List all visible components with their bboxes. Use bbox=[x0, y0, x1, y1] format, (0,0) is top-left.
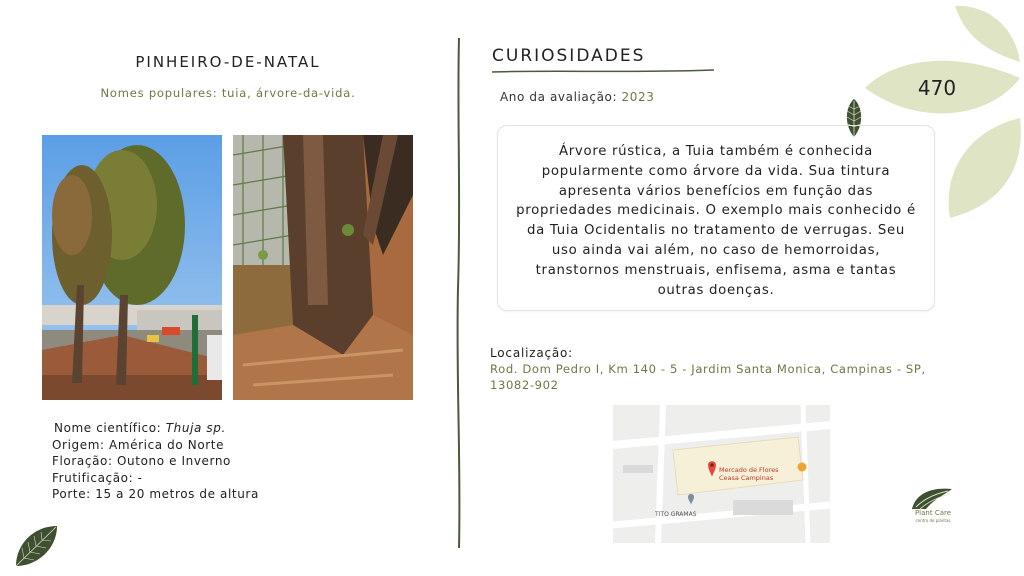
evaluation-year-value: 2023 bbox=[621, 90, 655, 104]
tree-photo bbox=[42, 135, 222, 400]
popular-names bbox=[60, 86, 396, 100]
map-place-label: Mercado de Flores Ceasa Campinas bbox=[719, 466, 779, 482]
restaurant-marker-icon bbox=[798, 463, 807, 472]
curiosities-box bbox=[497, 125, 935, 311]
plant-care-logo-text bbox=[898, 510, 968, 524]
plant-facts bbox=[52, 420, 259, 503]
curiosities-text: Árvore rústica, a Tuia também é conhecida popularmente como árvore da vida. Sua tintura apresenta vários benefícios em função das propriedades medicinais. O exemplo mais conhecido é da Tuia Ocidentalis no tratamento de verrugas. Seu uso ainda vai além, no caso de hemorroidas, transtornos menstruais, enfisema, asma e tantas outras doenças. bbox=[516, 144, 916, 298]
scientific-name-label: Nome científico: bbox=[54, 421, 162, 435]
title-underline bbox=[492, 68, 714, 74]
plant-title: PINHEIRO-DE-NATAL bbox=[135, 53, 321, 71]
evaluation-year bbox=[500, 90, 655, 104]
page-number: 470 bbox=[917, 76, 957, 100]
leaf-bottom bbox=[949, 118, 1021, 218]
size-row: Porte: 15 a 20 metros de altura bbox=[52, 487, 259, 501]
leaf-top bbox=[955, 6, 1020, 62]
scientific-name-value: Thuja sp. bbox=[165, 421, 226, 435]
decorative-leaf-bottom-left bbox=[12, 522, 60, 570]
popular-names-value: tuia, árvore-da-vida. bbox=[221, 86, 356, 100]
logo-name: Plant Care bbox=[914, 509, 952, 517]
map-poi-label: TITO GRAMAS bbox=[655, 511, 697, 518]
scientific-name-row bbox=[52, 420, 259, 437]
flowering-row: Floração: Outono e Inverno bbox=[52, 454, 231, 468]
location-map[interactable] bbox=[613, 405, 830, 543]
popular-names-label: Nomes populares: bbox=[100, 86, 218, 100]
location-address: Rod. Dom Pedro I, Km 140 - 5 - Jardim Santa Monica, Campinas - SP, 13082-902 bbox=[490, 362, 926, 392]
trunk-photo bbox=[233, 135, 413, 400]
curiosities-title: CURIOSIDADES bbox=[492, 46, 646, 66]
evaluation-year-label: Ano da avaliação: bbox=[500, 90, 618, 104]
vertical-divider bbox=[454, 38, 464, 548]
logo-tagline: centro de plantas bbox=[915, 518, 951, 523]
plant-care-logo-icon bbox=[910, 485, 954, 511]
location-label: Localização: bbox=[490, 346, 574, 360]
origin-row: Origem: América do Norte bbox=[52, 437, 225, 452]
fruiting-row: Frutificação: - bbox=[52, 470, 143, 485]
